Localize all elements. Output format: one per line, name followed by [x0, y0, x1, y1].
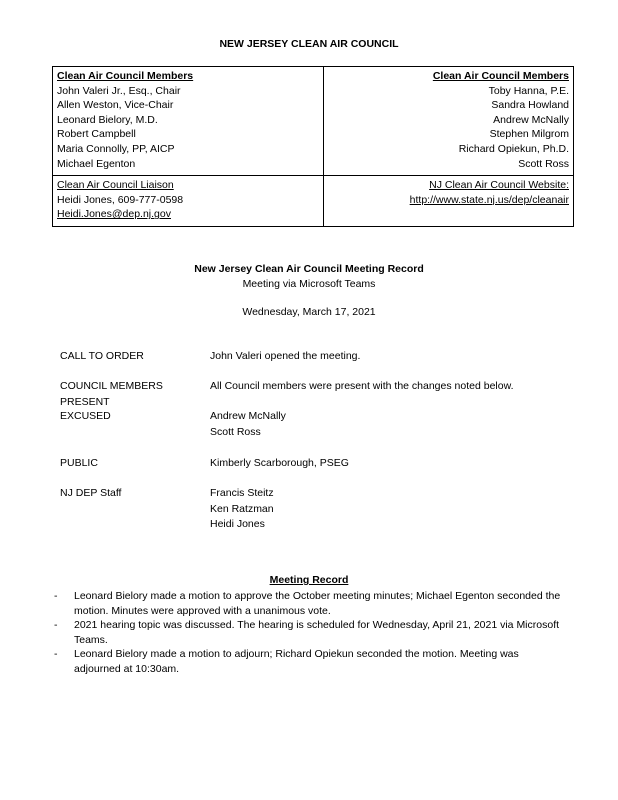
section-label: NJ DEP Staff — [60, 487, 122, 499]
document-title: NEW JERSEY CLEAN AIR COUNCIL — [219, 38, 399, 50]
table-row — [53, 67, 574, 176]
list-item — [54, 647, 564, 676]
meeting-record-list — [54, 589, 564, 676]
member-name: Michael Egenton — [57, 157, 136, 170]
excused-name: Andrew McNally — [210, 410, 286, 422]
member-name: John Valeri Jr., Esq., Chair — [57, 84, 181, 97]
members-left-header: Clean Air Council Members — [57, 70, 194, 82]
section-label: PUBLIC — [60, 457, 98, 469]
staff-name: Francis Steitz — [210, 487, 274, 499]
member-name: Andrew McNally — [493, 113, 569, 126]
meeting-record-title: Meeting Record — [269, 574, 349, 586]
staff-name: Heidi Jones — [210, 518, 265, 530]
dash-bullet: - — [54, 619, 58, 631]
list-item — [54, 618, 564, 647]
section-value-list — [210, 409, 580, 440]
list-item-text: Leonard Bielory made a motion to adjourn; Richard Opiekun seconded the motion. Meeting was adjourned at 10:30am. — [74, 648, 519, 675]
section-label: EXCUSED — [60, 410, 111, 422]
member-name: Sandra Howland — [491, 99, 569, 112]
list-item-text: 2021 hearing topic was discussed. The hearing is scheduled for Wednesday, April 21, 2021 via Microsoft Teams. — [74, 619, 560, 646]
list-item — [54, 589, 564, 618]
dash-bullet: - — [54, 648, 58, 660]
members-right-header: Clean Air Council Members — [432, 70, 569, 82]
website-header: NJ Clean Air Council Website: — [429, 179, 569, 192]
table-row — [53, 176, 574, 227]
section-value: Kimberly Scarborough, PSEG — [210, 457, 349, 469]
section-label: CALL TO ORDER — [60, 350, 144, 362]
member-name: Leonard Bielory, M.D. — [57, 113, 158, 126]
dash-bullet: - — [54, 590, 58, 602]
liaison-name: Heidi Jones, 609-777-0598 — [57, 193, 184, 206]
record-title: New Jersey Clean Air Council Meeting Record — [194, 263, 424, 275]
member-name: Robert Campbell — [57, 128, 136, 141]
members-right-cell — [324, 67, 574, 176]
record-date: Wednesday, March 17, 2021 — [242, 306, 376, 318]
liaison-header: Clean Air Council Liaison — [57, 179, 174, 192]
liaison-email-link[interactable]: Heidi.Jones@dep.nj.gov — [57, 208, 171, 221]
record-subtitle: Meeting via Microsoft Teams — [242, 278, 376, 290]
section-value: John Valeri opened the meeting. — [210, 350, 361, 362]
record-header — [0, 262, 618, 292]
list-item-text: Leonard Bielory made a motion to approve the October meeting minutes; Michael Egenton seconded the motion. Minutes were approved with a unanimous vote. — [74, 590, 561, 617]
member-name: Stephen Milgrom — [489, 128, 569, 141]
members-left-cell — [53, 67, 324, 176]
section-label: COUNCIL MEMBERS PRESENT — [60, 380, 163, 408]
staff-name: Ken Ratzman — [210, 502, 274, 515]
section-value-list — [210, 486, 580, 533]
member-name: Allen Weston, Vice-Chair — [57, 99, 174, 112]
section-value: All Council members were present with the changes noted below. — [210, 380, 514, 392]
member-name: Richard Opiekun, Ph.D. — [458, 142, 569, 155]
member-name: Toby Hanna, P.E. — [488, 84, 569, 97]
website-link[interactable]: http://www.state.nj.us/dep/cleanair — [409, 193, 569, 206]
member-name: Scott Ross — [518, 157, 569, 170]
liaison-cell — [53, 176, 324, 227]
excused-name: Scott Ross — [210, 425, 261, 438]
website-cell — [324, 176, 574, 227]
member-name: Maria Connolly, PP, AICP — [57, 142, 175, 155]
members-table — [52, 66, 574, 227]
